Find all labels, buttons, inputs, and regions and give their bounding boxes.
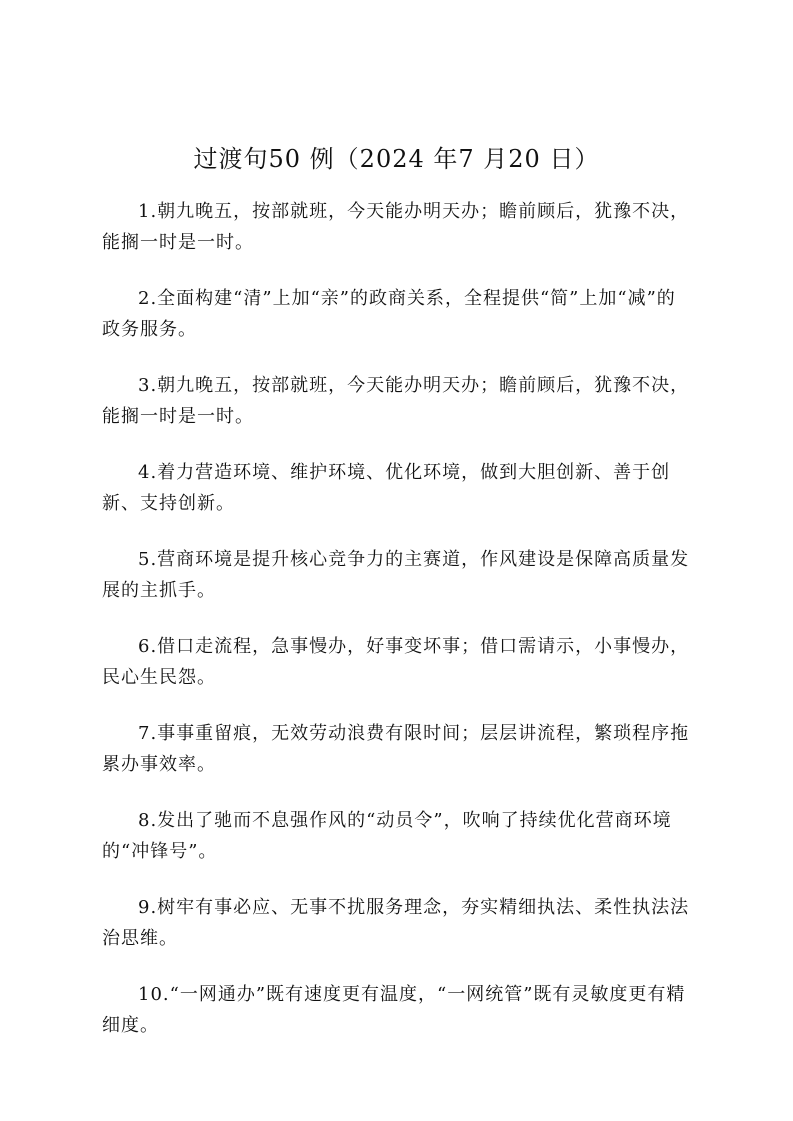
paragraph-item-1: 1.朝九晚五，按部就班，今天能办明天办；瞻前顾后，犹豫不决，能搁一时是一时。 [102, 201, 690, 253]
paragraph-item-2: 2.全面构建“清”上加“亲”的政商关系，全程提供“简”上加“减”的政务服务。 [102, 288, 676, 340]
paragraph-item-5: 5.营商环境是提升核心竞争力的主赛道，作风建设是保障高质量发展的主抓手。 [102, 549, 690, 601]
paragraph-item-10: 10.“一网通办”既有速度更有温度，“一网统管”既有灵敏度更有精细度。 [102, 984, 686, 1036]
document-title: 过渡句50 例（2024 年7 月20 日） [193, 145, 600, 173]
document-content [102, 196, 694, 1066]
paragraph-item-3: 3.朝九晚五，按部就班，今天能办明天办；瞻前顾后，犹豫不决，能搁一时是一时。 [102, 375, 690, 427]
paragraph-item-8: 8.发出了驰而不息强作风的“动员令”，吹响了持续优化营商环境的“冲锋号”。 [102, 810, 672, 862]
paragraph-item-4: 4.着力营造环境、维护环境、优化环境，做到大胆创新、善于创新、支持创新。 [102, 462, 671, 514]
paragraph-item-9: 9.树牢有事必应、无事不扰服务理念，夯实精细执法、柔性执法法治思维。 [102, 897, 690, 949]
paragraph-item-6: 6.借口走流程，急事慢办，好事变坏事；借口需请示，小事慢办，民心生民怨。 [102, 636, 690, 688]
paragraph-item-7: 7.事事重留痕，无效劳动浪费有限时间；层层讲流程，繁琐程序拖累办事效率。 [102, 723, 690, 775]
